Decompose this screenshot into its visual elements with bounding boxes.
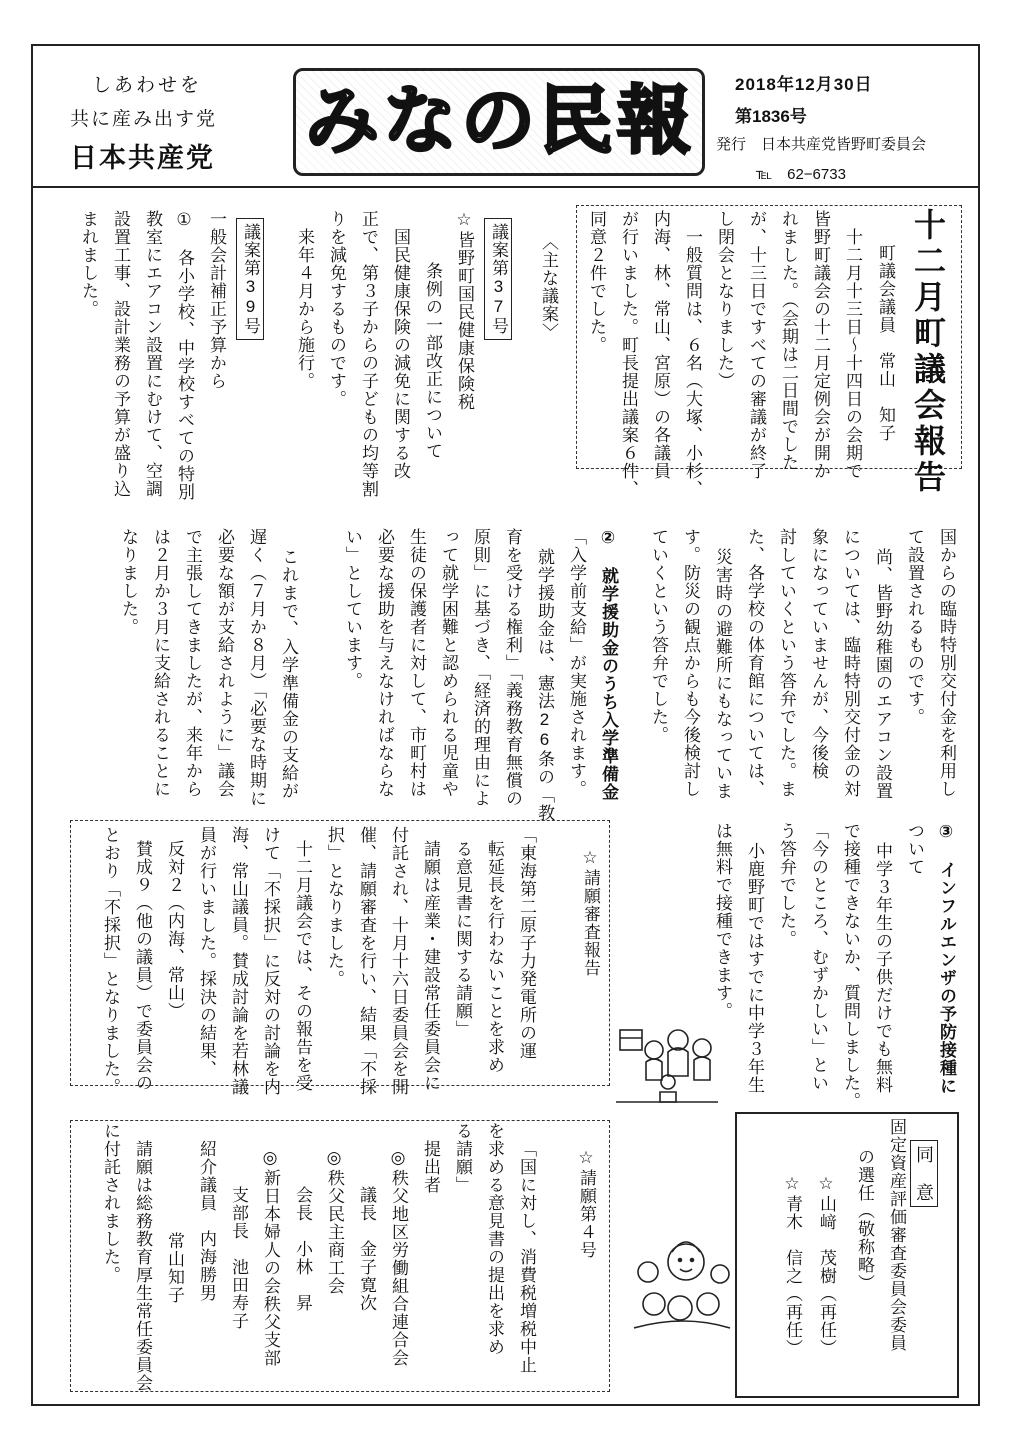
article-intro-9: 同意２件でした。 — [587, 210, 606, 354]
petition-4-col-9: ◎新日本婦人の会秩父支部 — [261, 1148, 280, 1367]
article-intro-5: し閉会となりました） — [715, 210, 734, 390]
consent-label: 同 意 — [910, 1140, 938, 1207]
bill-39-body-1: 一般会計補正予算から — [207, 210, 226, 390]
petition-report-col-10: 海、常山議員。賛成討論を若林議 — [229, 826, 248, 1096]
bill-37-label: 議案第37号 — [484, 218, 512, 340]
petition-report-col-8: 十二月議会では、その報告を受 — [293, 840, 312, 1092]
article-intro-4: が、十三日ですべての審議が終了 — [747, 210, 766, 480]
bill-39-body-4: 設置工事、設計業務の予算が盛り込 — [111, 210, 130, 498]
slogan-line-1: しあわせを — [92, 75, 203, 96]
consent-col-4: ☆青木 信之（再任） — [783, 1174, 802, 1357]
article-intro-3: れました。（会期は二日間でした — [779, 210, 798, 472]
petition-4-col-4: 提出者 — [421, 1140, 440, 1194]
header-divider — [31, 186, 980, 188]
flu-col-4: で接種できないか、質問しました。 — [841, 822, 860, 1110]
petition-report-col-6: 催、請願審査を行い、結果「不採 — [357, 826, 376, 1096]
petition-4-col-7: ◎秩父民主商工会 — [325, 1148, 344, 1295]
mid-col-8: 災害時の避難所にもなっていま — [713, 548, 732, 800]
article-intro-1: 十二月十三日〜十四日の会期で — [843, 228, 862, 480]
mid-col-18: 必要な援助を与えなければならな — [375, 528, 394, 798]
mid-col-24: は２月か３月に支給されることに — [151, 528, 170, 798]
mid-col-14: 育を受ける権利」「義務教育無償の — [503, 528, 522, 808]
bill-37-title: ☆皆野町国民健康保険税 — [455, 210, 474, 411]
bill-39-body-3: 教室にエアコン設置にむけて、空調 — [143, 210, 162, 498]
mid-col-15: 原則」に基づき、「経済的理由によ — [471, 528, 490, 808]
mid-col-9: す。防災の観点からも今後検討し — [681, 528, 700, 798]
publisher: 発行 日本共産党皆野町委員会 — [716, 136, 927, 153]
flu-col-2: ついて — [905, 822, 924, 876]
petition-4-col-2: を求める意見書の提出を求め — [485, 1122, 504, 1356]
mid-col-22: 必要な額が支給されように」議会 — [215, 528, 234, 798]
mid-col-10: ていくという答弁でした。 — [649, 528, 668, 744]
mid-col-17: 生徒の保護者に対して、市町村は — [407, 528, 426, 798]
article-title: 十二月町議会報告 — [910, 208, 946, 496]
mid-col-19: い」としています。 — [343, 528, 362, 690]
petition-report-col-13: 賛成９（他の議員）で委員会の — [133, 840, 152, 1092]
petition-report-col-7: 択」となりました。 — [325, 826, 344, 988]
bill-37-body-2: 正で、第３子からの子どもの均等割 — [359, 210, 378, 498]
mid-col-13: 就学援助金は、憲法26条の「教 — [535, 548, 554, 822]
mid-col-2: て設置されるものです。 — [905, 528, 924, 726]
mid-col-6: 討していくという答弁でした。ま — [777, 528, 796, 798]
slogan-line-2: 共に産み出す党 — [70, 109, 218, 130]
consent-col-2: の選任（敬称略） — [855, 1148, 874, 1292]
flu-col-3: 中学３年生の子供だけでも無料 — [873, 842, 892, 1094]
petition-report-col-3: る意見書に関する請願」 — [453, 840, 472, 1038]
petition-4-heading: ☆請願第４号 — [577, 1148, 596, 1259]
mid-col-7: た、各学校の体育館については、 — [745, 528, 764, 798]
bill-37-body-1: 国民健康保険の減免に関する改 — [391, 228, 410, 480]
petition-4-col-14: に付託されました。 — [101, 1122, 120, 1284]
article-intro-8: が行いました。町長提出議案６件、 — [619, 210, 638, 498]
petition-4-col-5: ◎秩父地区労働組合連合会 — [389, 1148, 408, 1367]
mid-col-11: ② 就学援助金のうち入学準備金 — [599, 528, 618, 801]
petition-report-col-12: 反対２（内海、常山） — [165, 840, 184, 1020]
flu-col-7: 小鹿野町ではすでに中学３年生 — [745, 842, 764, 1094]
consent-col-3: ☆山﨑 茂樹（再任） — [817, 1174, 836, 1357]
petition-4-col-6: 議長 金子寛次 — [357, 1186, 376, 1312]
bill-39-body-2: ① 各小学校、中学校すべての特別 — [175, 210, 194, 501]
petition-report-heading: ☆請願審査報告 — [581, 848, 600, 977]
bill-39-body-5: まれました。 — [79, 210, 98, 318]
petition-4-col-12: 常山知子 — [165, 1232, 184, 1304]
mid-col-21: 遅く（７月か８月）「必要な時期に — [247, 528, 266, 808]
article-intro-2: 皆野町議会の十二月定例会が開か — [811, 210, 830, 480]
party-name: 日本共産党 — [70, 143, 215, 173]
article-intro-6: 一般質問は、６名（大塚、小杉、 — [683, 228, 702, 498]
petition-report-col-9: けて「不採択」に反対の討論を内 — [261, 826, 280, 1096]
article-intro-7: 内海、林、常山、宮原）の各議員 — [651, 210, 670, 480]
bill-37-body-4: 来年４月から施行。 — [295, 228, 314, 390]
petition-4-col-10: 支部長 池田寿子 — [229, 1186, 248, 1330]
petition-4-col-1: 「国に対し、消費税増税中止 — [517, 1140, 536, 1374]
article-author: 町議会議員 常山 知子 — [876, 244, 895, 442]
main-bills-heading: 〈主な議案〉 — [539, 233, 558, 341]
bill-39-label: 議案第39号 — [236, 218, 264, 340]
petition-report-col-2: 転延長を行わないことを求め — [485, 840, 504, 1074]
petition-report-col-11: 員が行いました。採決の結果、 — [197, 826, 216, 1078]
flu-col-5: 「今のところ、むずかしい」とい — [809, 822, 828, 1092]
issue-number: 第1836号 — [735, 107, 807, 126]
people-illustration — [628, 1232, 734, 1332]
petition-4-col-11: 紹介議員 内海勝男 — [197, 1140, 216, 1302]
petition-report-col-1: 「東海第二原子力発電所の運 — [517, 826, 536, 1060]
petition-4-col-3: る請願」 — [453, 1122, 472, 1194]
mid-col-12: 「入学前支給」が実施されます。 — [567, 528, 586, 798]
petition-report-col-5: 付託され、十月十六日委員会を開 — [389, 826, 408, 1096]
petition-report-col-14: とおり「不採択」となりました。 — [101, 826, 120, 1096]
phone-number: ℡ 62−6733 — [756, 166, 846, 183]
masthead-title: みなの民報 — [305, 79, 695, 162]
mid-col-5: 象になっていませんが、今後検 — [809, 528, 828, 780]
consent-col-1: 固定資産評価審査委員会委員 — [887, 1118, 906, 1352]
mid-col-3: 尚、皆野幼稚園のエアコン設置 — [873, 548, 892, 800]
petition-4-col-8: 会長 小林 昇 — [293, 1186, 312, 1312]
issue-date: 2018年12月30日 — [735, 75, 873, 94]
mid-col-1: 国からの臨時特別交付金を利用し — [937, 528, 956, 798]
mid-col-25: なりました。 — [119, 528, 138, 636]
flu-col-8: は無料で接種できます。 — [713, 822, 732, 1020]
petition-report-col-4: 請願は産業・建設常任委員会に — [421, 840, 440, 1092]
flu-col-6: う答弁でした。 — [777, 822, 796, 948]
petition-4-col-13: 請願は総務教育厚生常任委員会 — [133, 1140, 152, 1392]
flu-col-1: ③ インフルエンザの予防接種に — [937, 822, 956, 1095]
children-illustration — [612, 1010, 722, 1105]
bill-37-subtitle: 条例の一部改正について — [423, 262, 442, 460]
bill-37-body-3: りを減免するものです。 — [327, 210, 346, 408]
mid-col-20: これまで、入学準備金の支給が — [279, 548, 298, 800]
mid-col-16: って就学困難と認められる児童や — [439, 528, 458, 798]
mid-col-4: については、臨時特別交付金の対 — [841, 528, 860, 798]
mid-col-23: で主張してきましたが、来年から — [183, 528, 202, 798]
